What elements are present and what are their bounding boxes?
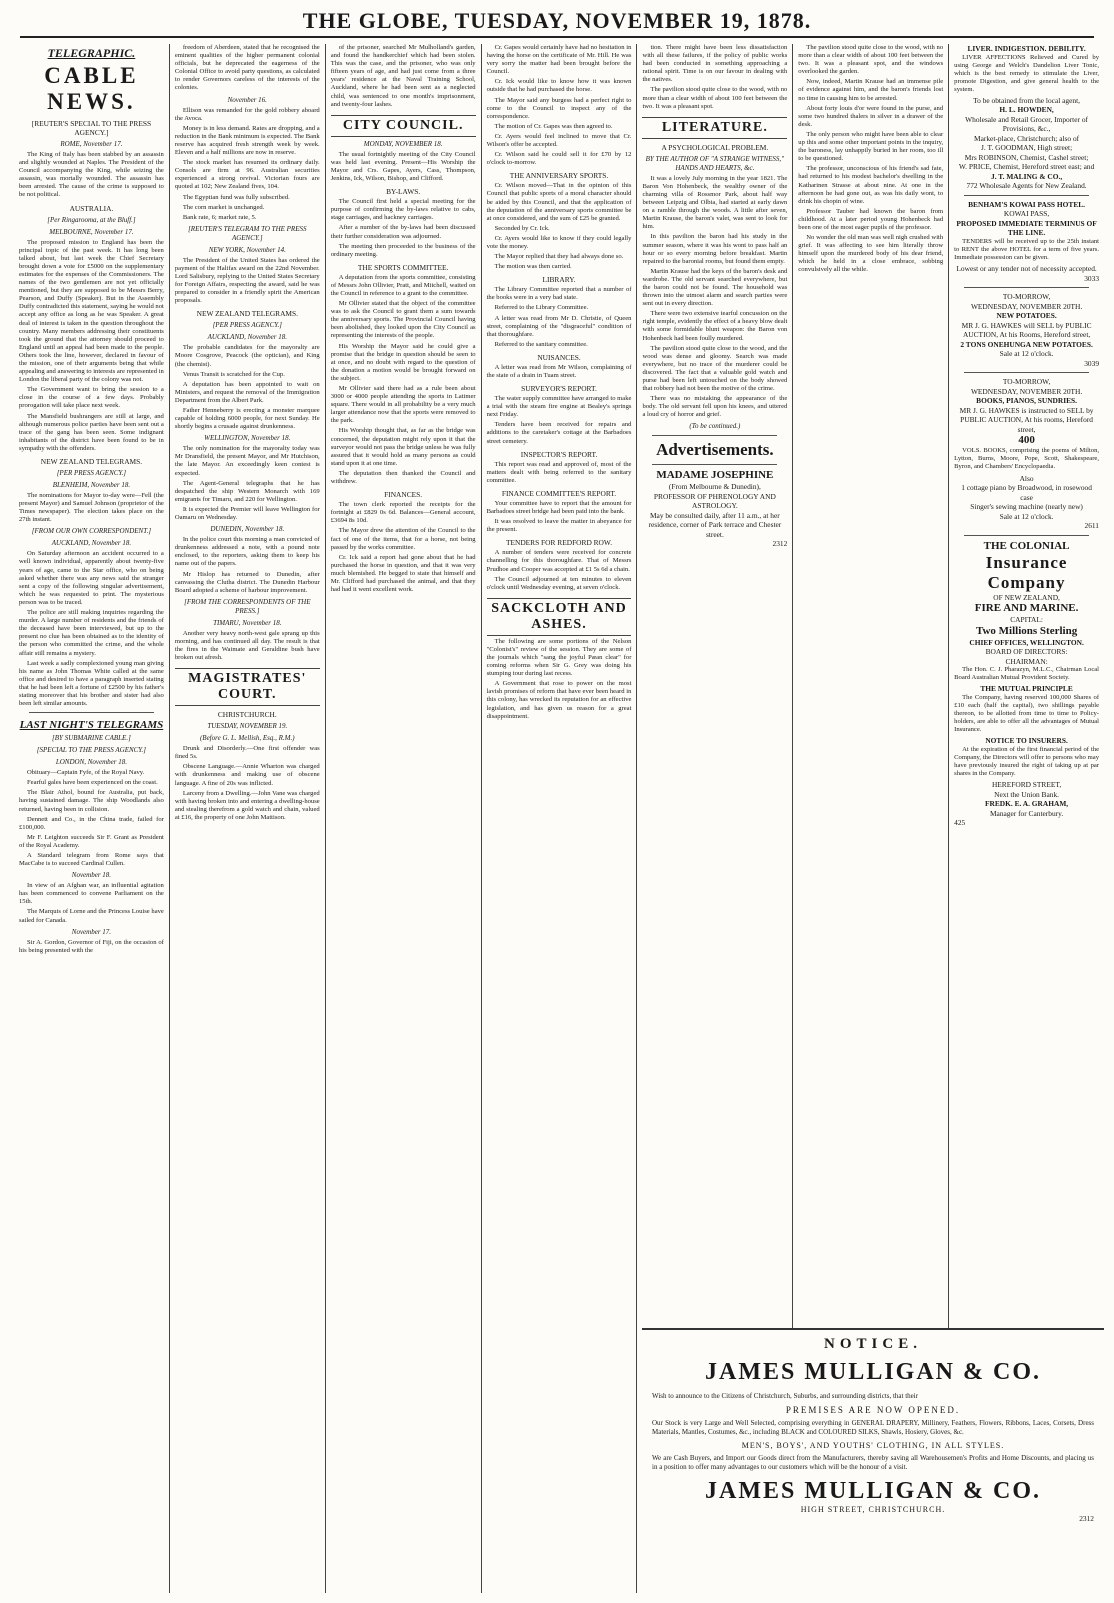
story-author: BY THE AUTHOR OF "A STRANGE WITNESS," HANDS AND HEARTS, &c. bbox=[645, 154, 785, 172]
paragraph: The Library Committee reported that a number of the books were in a very bad state. bbox=[486, 286, 632, 302]
story-title: A PSYCHOLOGICAL PROBLEM. bbox=[661, 142, 769, 152]
advertisements-heading: Advertisements. bbox=[656, 440, 774, 460]
agency-note: [FROM OUR OWN CORRESPONDENT.] bbox=[31, 527, 152, 536]
paragraph: It was resolved to leave the matter in abeyance for the present. bbox=[486, 518, 632, 534]
paragraph: In view of an Afghan war, an influential agitation has been commenced to convene Parliament on the 15th. bbox=[19, 882, 164, 906]
paragraph: Mr Ollivier said there had as a rule been about 3000 or 4000 people attending the sports in Latimer square. There would in all probability be a very much larger attendance now that the sports were removed to the park. bbox=[330, 385, 476, 425]
madame-profession: PROFESSOR OF PHRENOLOGY AND ASTROLOGY. bbox=[653, 491, 776, 511]
paragraph: A letter was read from Mr D. Christie, of Queen street, complaining of the "disgraceful" condition of that thoroughfare. bbox=[486, 314, 632, 338]
paragraph: There were two extensive tearful concussion on the right temple, evidently the effect of a heavy blow dealt with some formidable blunt weapon: the Baron von Hohenbeck had been foully murdered. bbox=[642, 310, 788, 342]
ad-number: 3039 bbox=[1084, 358, 1100, 368]
firm-address: HIGH STREET, CHRISTCHURCH. bbox=[800, 1505, 946, 1514]
subsection-heading: LIBRARY. bbox=[542, 275, 576, 285]
ad-line: Manager for Canterbury. bbox=[989, 808, 1064, 818]
paragraph: Cr. Gapes would certainly have had no hesitation in having the horse on the certificate of Mr. Hill. He was very sorry the matter had been brought before the Council. bbox=[486, 44, 632, 76]
paragraph: The probable candidates for the mayoralty are Moore Cosgrove, Peacock (the optician), and King (the chemist). bbox=[174, 344, 320, 368]
paragraph: Sir A. Gordon, Governor of Fiji, on the occasion of his being presented with the bbox=[19, 938, 164, 954]
madame-from: (From Melbourne & Dunedin), bbox=[668, 482, 761, 492]
ad-line: THE MUTUAL PRINCIPLE bbox=[980, 684, 1073, 694]
dateline: WELLINGTON, November 18. bbox=[204, 434, 291, 443]
subsection-heading: THE ANNIVERSARY SPORTS. bbox=[509, 171, 609, 181]
agency-note: [BY SUBMARINE CABLE.] bbox=[52, 734, 131, 743]
city-council-heading: CITY COUNCIL. bbox=[331, 115, 476, 137]
ad-line: KOWAI PASS, bbox=[1003, 209, 1050, 219]
paragraph: The pavilion stood quite close to the wood, with no more than a clear width of about 100 feet between the two. It was a pleasant spot. bbox=[642, 86, 788, 110]
column-3 bbox=[326, 44, 482, 1593]
insurance-title: THE COLONIAL bbox=[983, 539, 1070, 552]
ad-line: MR J. G. HAWKES is instructed to SELL by PUBLIC AUCTION, At his rooms, Hereford street, bbox=[959, 405, 1094, 434]
ad-line: Sale at 12 o'clock. bbox=[999, 511, 1054, 521]
paragraph: Referred to the Library Committee. bbox=[494, 304, 589, 312]
dateline: ROME, November 17. bbox=[60, 140, 123, 148]
paragraph: The water supply committee have arranged to make a trial with the steam fire engine at Bealey's springs next Friday. bbox=[486, 395, 632, 419]
paragraph: The King of Italy has been stabbed by an assassin and slightly wounded at Naples. The President of the Council accompanying the King, while seizing the assassin, was mortally wounded. The assassin has been arrested. The cause of the crime is supposed to be not political. bbox=[19, 151, 164, 199]
fire-marine: FIRE AND MARINE. bbox=[974, 602, 1079, 615]
sackcloth-heading: SACKCLOTH AND ASHES. bbox=[487, 598, 632, 636]
dateline: November 17. bbox=[71, 927, 112, 936]
paragraph: Martin Krause had the keys of the baron's desk and wardrobe. The old servant searched everywhere, but the baron could not be found. The household was thrown into the utmost alarm and search parties were sent out in every direction. bbox=[642, 267, 788, 308]
dateline: MONDAY, NOVEMBER 18. bbox=[363, 139, 443, 148]
paragraph: Dennett and Co., in the China trade, failed for £100,000. bbox=[19, 815, 164, 831]
paragraph: The corn market is unchanged. bbox=[182, 203, 265, 211]
ad-number: 2611 bbox=[1084, 521, 1100, 531]
paragraph: Referred to the sanitary committee. bbox=[494, 340, 588, 348]
dateline: TIMARU, November 18. bbox=[213, 618, 282, 627]
section-heading: NEW ZEALAND TELEGRAMS. bbox=[196, 309, 298, 319]
notice-title: NOTICE. bbox=[824, 1336, 922, 1352]
dateline: AUCKLAND, November 18. bbox=[207, 333, 287, 342]
ad-line: To be obtained from the local agent, bbox=[973, 95, 1080, 105]
paragraph: The Mayor replied that they had always done so. bbox=[494, 253, 624, 261]
ad-line: Sale at 12 o'clock. bbox=[999, 349, 1054, 359]
subsection-heading: TENDERS FOR REDFORD ROW. bbox=[505, 538, 613, 548]
paragraph: The only person who might have been able to clear up this and some other important points in the inquiry, the baroness, lay unhappily buried in her room, too ill to be questioned. bbox=[798, 130, 944, 163]
ad-count: 400 bbox=[1018, 434, 1035, 447]
literature-heading: LITERATURE. bbox=[642, 117, 787, 139]
paragraph: Obscene Language.—Annie Wharton was charged with drunkenness and making use of obscene language. A fine of 20s was inflicted. bbox=[174, 763, 320, 787]
paragraph: A number of tenders were received for concrete channelling for this thoroughfare. That of Messrs Prudhoe and Cooper was accepted at £1 5s 6d a chain. bbox=[486, 549, 632, 573]
paragraph: A deputation has been appointed to wait on Ministers, and request the removal of the Immigration Department from the Albert Park. bbox=[174, 380, 320, 404]
ad-number: 3033 bbox=[1084, 273, 1100, 283]
paragraph: There was no mistaking the appearance of the body. The old servant fell upon his knees, and uttered a loud cry of horror and grief. bbox=[642, 395, 788, 419]
divider bbox=[964, 287, 1089, 288]
paragraph: At the expiration of the first financial period of the Company, the Directors will offer to persons who may have previously insured the right of taking up at par shares in the Company. bbox=[954, 745, 1100, 777]
paragraph: The Government want to bring the session to a close in the course of a few days. Probably prorogation will take place next week. bbox=[19, 386, 164, 410]
paragraph: Now, indeed, Martin Krause had an immense pile of evidence against him, and the baron's friends lost no time in causing him to be arrested. bbox=[798, 78, 944, 102]
paragraph: VOLS. BOOKS, comprising the poems of Milton, Lytton, Burns, Moore, Pope, Scott, Shakespeare, Byron, and Chambers' Encyclopaedia. bbox=[954, 447, 1100, 471]
divider bbox=[964, 195, 1089, 196]
paragraph: Fearful gales have been experienced on the coast. bbox=[27, 779, 158, 787]
firm-name: JAMES MULLIGAN & CO. bbox=[704, 1359, 1041, 1385]
paragraph: The stock market has resumed its ordinary daily. Consols are firm at 96. Australian securities experienced a strong revival. Victorian fours are quoted at 102; New Zealand fives, 104. bbox=[174, 159, 320, 191]
paragraph: The only nomination for the mayoralty today was Mr Dransfield, the present Mayor, and Mr Hutchison, the late Mayor. An exceedingly keen contest is expected. bbox=[174, 445, 320, 477]
ad-line: Singer's sewing machine (nearly new) bbox=[970, 502, 1083, 512]
paragraph: The Council first held a special meeting for the purpose of confirming the by-laws relative to cabs, stage carriages, and hackney carriages. bbox=[330, 198, 476, 222]
paragraph: A Standard telegram from Rome says that MacCabe is to succeed Cardinal Cullen. bbox=[19, 852, 164, 868]
paragraph: It is expected the Premier will leave Wellington for Oamaru on Wednesday. bbox=[174, 505, 320, 522]
paragraph: Venus Transit is scratched for the Cup. bbox=[182, 370, 285, 378]
ad-line: Also bbox=[1019, 473, 1034, 483]
ad-line: Lowest or any tender not of necessity accepted. bbox=[956, 264, 1097, 274]
divider bbox=[964, 372, 1089, 373]
paragraph: tion. There might have been less dissatisfaction with all these failures, if the policy of public works had been conducted in something approaching a rational spirit. Time is on our favour in dealing with the natives. bbox=[642, 44, 788, 84]
agent-name: J. T. MALING & CO., bbox=[991, 171, 1063, 181]
paragraph: The Company, having reserved 100,000 Shares of £10 each (half the capital), two shillings payable thereon, to be allotted from time to time to Policy-holders, are able to offer all the advantages of Mutual Insurance. bbox=[954, 693, 1100, 734]
subsection-heading: SURVEYOR'S REPORT. bbox=[521, 384, 597, 394]
paragraph: This report was read and approved of, most of the matters dealt with being referred to the sanitary committee. bbox=[486, 460, 632, 484]
paragraph: freedom of Aberdeen, stated that he recognised the eminent qualities of the higher permanent colonial officials, but he deprecated the eagerness of the Colonial Office to avoid party questions, as calculated to render Governors careless of the interests of the colonies. bbox=[174, 44, 320, 92]
ad-line: 772 Wholesale Agents for New Zealand. bbox=[966, 181, 1087, 191]
premises-opened: PREMISES ARE NOW OPENED. bbox=[785, 1405, 961, 1415]
column-4 bbox=[482, 44, 638, 1593]
paragraph: His Worship thought that, as far as the bridge was concerned, the deputation might rely upon it that the surveyor would not pass the bridge unless he was fully assured that it would hold as many persons as could stand upon it at one time. bbox=[330, 427, 476, 467]
paragraph: LIVER AFFECTIONS Relieved and Cured by using George and Welch's Dandelion Liver Tonic, which is the best remedy to stimulate the Liver, promote Digestion, and give general health to the system. bbox=[954, 53, 1100, 93]
paragraph: A letter was read from Mr Wilson, complaining of the state of a drain in Tuam street. bbox=[486, 363, 632, 379]
paragraph: The town clerk reported the receipts for the fortnight at £829 0s 6d. Balances—General account, £3694 8s 10d. bbox=[330, 501, 476, 525]
ad-line: MR J. G. HAWKES will SELL by PUBLIC AUCTION, At his Rooms, Hereford street, bbox=[961, 320, 1092, 340]
paragraph: Bank rate, 6; market rate, 5. bbox=[182, 213, 257, 221]
paragraph: After a number of the by-laws had been discussed their further consideration was adjourned. bbox=[330, 224, 476, 240]
divider bbox=[652, 435, 777, 436]
dateline: BLENHEIM, November 18. bbox=[52, 481, 131, 489]
paragraph: The police are still making inquiries regarding the murder. A large number of residents and the friends of the deceased have been interviewed, but up to the present no clue has been obtained as to the identity of the person who committed the crime, and the whole affair still remains a mystery. bbox=[19, 609, 164, 657]
notice-mens-clothing: MEN'S, BOYS', AND YOUTHS' CLOTHING, IN ALL STYLES. bbox=[741, 1441, 1005, 1450]
paragraph: The Mayor drew the attention of the Council to the fact of one of the items, that for a horse, not being passed by the works committee. bbox=[330, 527, 476, 551]
ad-number: 2312 bbox=[772, 539, 788, 549]
agent-name: Mrs ROBINSON, Chemist, Cashel street; bbox=[964, 152, 1089, 162]
paragraph: The proposed mission to England has been the principal topic of the past week. It has long been talked about, but last week the Chief Secretary brought down a vote for £5000 on the supplementary estimates for the expenses of the Commissioners. The names of the two gentlemen are not yet officially mentioned, but they are supposed to be Messrs Berry, Pearson, and Duffy (Speaker). But in the Assembly Duffy contradicted this statement, saying he would not accept any office as long as he was Speaker. A great deal of interest is taken in the question throughout the country. Many members addressing their constituents took the ground that the attorney should proceed to England until an appeal had been made to the people. Others took the line, however, declared in favour of the mission, one of their arguments being that while appealing and answering to interests are represented in London the liberal party of the colony was not. bbox=[19, 238, 164, 384]
paragraph: The President of the United States has ordered the payment of the Halifax award on the 22nd November. Lord Salisbury, replying to the United States Secretary for Foreign Affairs, respecting the award, said he was prepared to consider in a friendly spirit the American proposals. bbox=[174, 256, 320, 305]
ad-line: 1 cottage piano by Broadwood, in rosewood case bbox=[961, 483, 1092, 502]
insurance-company: Insurance Company bbox=[985, 552, 1068, 592]
ad-line: TO-MORROW, bbox=[1002, 377, 1051, 387]
agency-note: [SPECIAL TO THE PRESS AGENCY.] bbox=[36, 746, 147, 755]
ad-line: PROPOSED IMMEDIATE TERMINUS OF THE LINE. bbox=[956, 218, 1097, 238]
dateline: AUCKLAND, November 18. bbox=[51, 539, 132, 548]
two-millions: Two Millions Sterling bbox=[975, 624, 1078, 637]
dateline: MELBOURNE, November 17. bbox=[49, 227, 134, 236]
ad-number: 2312 bbox=[1079, 1514, 1094, 1523]
paragraph: The deputation then thanked the Council and withdrew. bbox=[330, 469, 476, 486]
agency-note: [PER PRESS AGENCY.] bbox=[212, 321, 282, 330]
paragraph: Tenders have been received for repairs and additions to the caretaker's cottage at the Barbadoes street cemetery. bbox=[486, 421, 632, 445]
paragraph: A Government that rose to power on the most lavish promises of reform that have ever been heard in this colony, has wrecked its reputation for an effective legislation, and has given us reason for a great disappointment. bbox=[486, 680, 632, 720]
court-before: (Before G. L. Mellish, Esq., R.M.) bbox=[199, 734, 295, 743]
paragraph: The professor, unconscious of his friend's sad fate, had returned to his modest bachelor's dwelling in the Katharinen Strasse at about nine. At one in the afternoon he had gone out, as was his daily wont, to drink his chopin of wine. bbox=[798, 165, 944, 205]
paragraph: The following are some portions of the Nelson "Colonist's" review of the session. They are some of the journals which "sang the joyful Pæan clear" for coming reforms when Sir G. Grey was doing his stumping tour during last recess. bbox=[486, 637, 632, 678]
ad-line: 2 TONS ONEHUNGA NEW POTATOES. bbox=[960, 339, 1093, 349]
masthead: THE GLOBE, TUESDAY, NOVEMBER 19, 1878. bbox=[20, 8, 1094, 38]
paragraph: The Council adjourned at ten minutes to eleven o'clock until Wednesday evening, at seven o'clock. bbox=[486, 575, 632, 591]
subsection-heading: NUISANCES. bbox=[537, 352, 581, 362]
paragraph: The Egyptian fund was fully subscribed. bbox=[182, 193, 290, 201]
ad-line: Market-place, Christchurch; also of bbox=[974, 133, 1080, 143]
paragraph: Mr Ollivier stated that the object of the committee was to ask the Council to grant them a sum towards the anniversary sports. The Provincial Council having been abolished, they looked upon the City Council as representing the interests of the people. bbox=[330, 300, 476, 340]
column-1 bbox=[14, 44, 170, 1593]
paragraph: The Mansfield bushrangers are still at large, and although numerous police parties have been sent out a trace of the gang has been seen. Some indignant inhabitants of the district have been found to be in sympathy with the offenders. bbox=[19, 412, 164, 452]
paragraph: The Agent-General telegraphs that he has despatched the ship Western Monarch with 169 emigrants for Timaru, and 220 for Wellington. bbox=[174, 479, 320, 503]
dateline: DUNEDIN, November 18. bbox=[210, 525, 285, 534]
notice-cash: We are Cash Buyers, and Import our Goods direct from the Manufacturers, thereby saving all Warehousemen's Profits and Home Discounts, and placing us in a position to offer many advantages to our customers which will be the honour of a visit. bbox=[652, 1454, 1094, 1471]
cable-news-heading: CABLE NEWS. bbox=[44, 63, 139, 114]
ad-line: WEDNESDAY, NOVEMBER 20TH. bbox=[970, 301, 1083, 311]
to-be-continued: (To be continued.) bbox=[689, 422, 741, 431]
paragraph: The motion of Cr. Gapes was then agreed to. bbox=[494, 122, 613, 130]
ad-line: OF NEW ZEALAND, bbox=[993, 592, 1060, 602]
paragraph: The nominations for Mayor to-day were—Fell (the present Mayor) and Samuel Johnson (proprietor of the Times newspaper). The election takes place on the 27th instant. bbox=[19, 492, 164, 524]
paragraph: Cr. Wilson said he could sell it for £70 by 12 o'clock to-morrow. bbox=[486, 151, 632, 167]
agent-name: W. PRICE, Chemist, Hereford street east; and bbox=[958, 162, 1095, 172]
telegraphic-heading: TELEGRAPHIC. bbox=[47, 46, 136, 60]
mulligan-notice bbox=[642, 1328, 1104, 1593]
hotel-heading: BENHAM'S KOWAI PASS HOTEL. bbox=[968, 199, 1086, 209]
paragraph: On Saturday afternoon an accident occurred to a well known individual, apparently about twenty-five years of age, came to the Star office, who on being asked whether there was any news said the stranger sent a copy of the following singular advertisement, which he was requested to print. The mysterious person was to be traced. bbox=[19, 550, 164, 606]
ad-line: Next the Union Bank. bbox=[994, 789, 1060, 799]
section-heading: NEW ZEALAND TELEGRAMS. bbox=[40, 457, 143, 466]
column-2 bbox=[170, 44, 326, 1593]
divider bbox=[652, 464, 777, 465]
paragraph: The Mayor said any burgess had a perfect right to come to the Council to inspect any of the correspondence. bbox=[486, 96, 632, 120]
liver-heading: LIVER. INDIGESTION. DEBILITY. bbox=[967, 44, 1086, 53]
paragraph: Obituary—Captain Fyfe, of the Royal Navy. bbox=[27, 769, 145, 777]
paragraph: A deputation from the sports committee, consisting of Messrs John Ollivier, Pratt, and Mitchell, waited on the Council in reference to a grant to the committee. bbox=[330, 273, 476, 297]
notice-intro: Wish to announce to the Citizens of Christchurch, Suburbs, and surrounding districts, that their bbox=[652, 1392, 919, 1400]
ad-line: BOOKS, PIANOS, SUNDRIES. bbox=[976, 396, 1077, 406]
madame-consult: May be consulted daily, after 11 a.m., at her residence, corner of Park terrace and Chester street. bbox=[648, 510, 782, 539]
agency-note: [PER PRESS AGENCY.] bbox=[56, 469, 127, 477]
paragraph: Professor Tauber had known the baron from childhood. At a later period young Hohenbeck had been one of the most eager pupils of the professor. bbox=[798, 207, 944, 231]
subsection-heading: FINANCE COMMITTEE'S REPORT. bbox=[501, 488, 617, 498]
ad-line: Wholesale and Retail Grocer, Importer of Provisions, &c., bbox=[965, 114, 1088, 134]
ad-line: CHAIRMAN: bbox=[1005, 656, 1048, 666]
divider bbox=[964, 535, 1089, 536]
paragraph: Your committee have to report that the amount for Barbadoes street bridge had been paid into the bank. bbox=[486, 499, 632, 516]
paragraph: Cr. Ick would like to know how it was known outside that he had purchased the horse. bbox=[486, 78, 632, 94]
paragraph: It was a lovely July morning in the year 1821. The Baron Von Hohenbeck, the wealthy owner of the charming villa of Rossmor Park, about half way between Leipzig and Olbia, had started at early dawn on a ramble through the woods. A little after seven, Martin Krause, the baron's valet, was sent to look for him. bbox=[642, 174, 788, 231]
paragraph: No wonder the old man was well nigh crushed with grief. It was affecting to see him literally throw himself upon the murdered body of his dear friend, which he held in a close embrace, sobbing convulsively all the while. bbox=[798, 234, 944, 274]
ad-line: TO-MORROW, bbox=[1002, 292, 1051, 302]
paragraph: Seconded by Cr. Ick. bbox=[494, 224, 550, 232]
paragraph: Drunk and Disorderly.—One first offender was fined 5s. bbox=[174, 745, 320, 761]
paragraph: of the prisoner, searched Mr Mulholland's garden, and found the handkerchief which had been stolen. This was the case, and the prisoner, who was only fifteen years of age, and had just come from a three years' residence at the Naval Training School, Auckland, where he had been sent as a neglected child, was sentenced to one month's imprisonment, and twenty-four lashes. bbox=[330, 44, 476, 108]
last-night-heading: LAST NIGHT'S TELEGRAMS bbox=[19, 719, 164, 732]
paragraph: Last week a sadly complexioned young man giving his name as John Thomas White called at the same office and desired to have a paragraph inserted stating that he had been left a fortune of £2500 by his father's stating moreover that his brother and sister had also been left similar amounts. bbox=[19, 659, 164, 708]
agent-name: J. T. GOODMAN, High street; bbox=[981, 143, 1073, 153]
paragraph: The Hon. C. J. Pharazyn, M.L.C., Chairman Local Board Australian Mutual Provident Society. bbox=[954, 666, 1100, 682]
subsection-heading: FINANCES. bbox=[384, 490, 423, 500]
ad-line: CAPITAL: bbox=[1010, 615, 1043, 625]
dateline: November 16. bbox=[227, 95, 267, 104]
paragraph: Money is in less demand. Rates are dropping, and a reduction in the Bank minimum is expected. The Bank reserve has acquired fresh strength week by week. Eleven and a half millions are now in reserve. bbox=[174, 124, 320, 157]
paragraph: In the police court this morning a man convicted of drunkenness addressed a note, with a pound note enclosed, to the reporters, asking them to keep his name out of the papers. bbox=[174, 536, 320, 568]
paragraph: The meeting then proceeded to the business of the ordinary meeting. bbox=[330, 242, 476, 258]
firm-name-footer: JAMES MULLIGAN & CO. bbox=[704, 1478, 1041, 1504]
ad-line: NOTICE TO INSURERS. bbox=[985, 736, 1068, 746]
court-location: CHRISTCHURCH. bbox=[217, 710, 277, 720]
paragraph: The Marquis of Lorne and the Princess Louise have sailed for Canada. bbox=[19, 908, 164, 924]
paragraph: Cr. Ick said a report had gone about that he had purchased the horse in question, and that it was very much blemished. He begged to state that himself and Mr. Clifford had purchased the animal, and that they had had it went excellent work. bbox=[330, 553, 476, 594]
dateline: NEW YORK, November 14. bbox=[208, 245, 286, 254]
agency-note: [FROM THE CORRESPONDENTS OF THE PRESS.] bbox=[184, 597, 311, 615]
agent-name: H. L. HOWDEN, bbox=[999, 105, 1054, 115]
paragraph: Cr. Wilson moved—That in the opinion of this Council that public sports of a moral character should be aided by this Council, and that the application of the deputation of the anniversary sports committee be at once considered, and the sum of £25 be granted. bbox=[486, 182, 632, 222]
agency-note: [REUTER'S SPECIAL TO THE PRESS AGENCY.] bbox=[31, 119, 152, 137]
paragraph: The pavilion stood quite close to the wood, and the wood was dense and gloomy. Search was made everywhere, but no trace of the murderer could be discovered. The fact that a valuable gold watch and purse had been left untouched on the body showed that robbery had not been the motive of the crime. bbox=[642, 344, 788, 393]
divider bbox=[29, 712, 154, 713]
madame-josephine-name: MADAME JOSEPHINE bbox=[656, 469, 774, 482]
paragraph: The usual fortnightly meeting of the City Council was held last evening. Present—His Worship the Mayor and Crs. Gapes, Ayers, Cass, Thompson, Jenkins, Ick, Wilson, Bishop, and Clifford. bbox=[330, 150, 476, 183]
ad-number: 425 bbox=[954, 818, 966, 828]
paragraph: The pavilion stood quite close to the wood, with no more than a clear width of about 100 feet between the two. It was a pleasant spot, and the windows overlooked the garden. bbox=[798, 44, 944, 76]
ad-line: WEDNESDAY, NOVEMBER 20TH. bbox=[970, 386, 1083, 396]
dateline: November 18. bbox=[71, 871, 112, 880]
magistrates-court-heading: MAGISTRATES' COURT. bbox=[175, 668, 320, 706]
paragraph: TENDERS will be received up to the 25th instant to RENT the above HOTEL for a term of five years. Immediate possession can be given. bbox=[954, 237, 1100, 262]
subsection-heading: THE SPORTS COMMITTEE. bbox=[357, 262, 449, 272]
ad-line: NEW POTATOES. bbox=[996, 311, 1057, 321]
agency-note: [Per Ringarooma, at the Bluff.] bbox=[47, 215, 136, 224]
paragraph: Cr. Ayers would feel inclined to move that Cr. Wilson's offer be accepted. bbox=[486, 132, 632, 149]
agency-note: [REUTER'S TELEGRAM TO THE PRESS AGENCY.] bbox=[188, 224, 307, 242]
subsection-heading: BY-LAWS. bbox=[386, 187, 421, 197]
section-heading: AUSTRALIA. bbox=[69, 203, 114, 213]
ad-line: FREDK. E. A. GRAHAM, bbox=[985, 799, 1069, 809]
paragraph: The motion was then carried. bbox=[494, 263, 572, 271]
paragraph: Ellison was remanded for the gold robbery aboard the Avoca. bbox=[174, 106, 320, 122]
ad-line: CHIEF OFFICES, WELLINGTON. bbox=[969, 637, 1084, 647]
dateline: TUESDAY, NOVEMBER 19. bbox=[207, 722, 288, 731]
paragraph: Another very heavy north-west gale sprang up this morning, and has continued all day. The result is that the fires in the Waimate and Geraldine bush have broken out afresh. bbox=[174, 629, 320, 662]
ad-line: HEREFORD STREET, bbox=[991, 780, 1062, 790]
paragraph: Cr. Ayers would like to know if they could legally vote the money. bbox=[486, 234, 632, 250]
paragraph: In this pavilion the baron had his study in the summer season, where it was his wont to pass half an hour or so every morning before breakfast. Martin repaired to the baronial rooms, but found them empty. bbox=[642, 233, 788, 265]
paragraph: Father Henneberry is erecting a monster marquee capable of holding 6000 people, for next Sunday. He shortly begins a crusade against drunkenness. bbox=[174, 407, 320, 431]
paragraph: About forty louis d'or were found in the purse, and some two hundred thalers in silver in a drawer of the desk. bbox=[798, 104, 944, 128]
paragraph: The Blair Athol, bound for Australia, put back, having sustained damage. The ship Woodlands also returned, having been in collision. bbox=[19, 789, 164, 813]
notice-stock: Our Stock is very Large and Well Selected, comprising everything in GENERAL DRAPERY, Millinery, Feathers, Flowers, Ribbons, Laces, Corsets, Dress Materials, Mantles, Costumes, &c., including BLACK and COLOURED SILKS, Shawls, Hosiery, Gloves, &c. bbox=[652, 1419, 1094, 1436]
paragraph: Larceny from a Dwelling.—John Vane was charged with having broken into and entering a dwelling-house and stealing therefrom a gold watch and chain, valued at £16, the property of one John Mattison. bbox=[174, 789, 320, 821]
paragraph: His Worship the Mayor said he could give a promise that the bridge in question should be seen to at once, and no doubt with regard to the question of the donation a motion would be brought forward on the subject. bbox=[330, 342, 476, 382]
subsection-heading: INSPECTOR'S REPORT. bbox=[520, 449, 598, 459]
dateline: LONDON, November 18. bbox=[55, 758, 128, 767]
ad-line: BOARD OF DIRECTORS: bbox=[985, 647, 1068, 657]
paragraph: Mr Hislop has returned to Dunedin, after canvassing the Clutha district. The Dunedin Harbour Board adopted a scheme of harbour improvement. bbox=[174, 570, 320, 594]
paragraph: Mr F. Leighton succeeds Sir F. Grant as President of the Royal Academy. bbox=[19, 833, 164, 849]
